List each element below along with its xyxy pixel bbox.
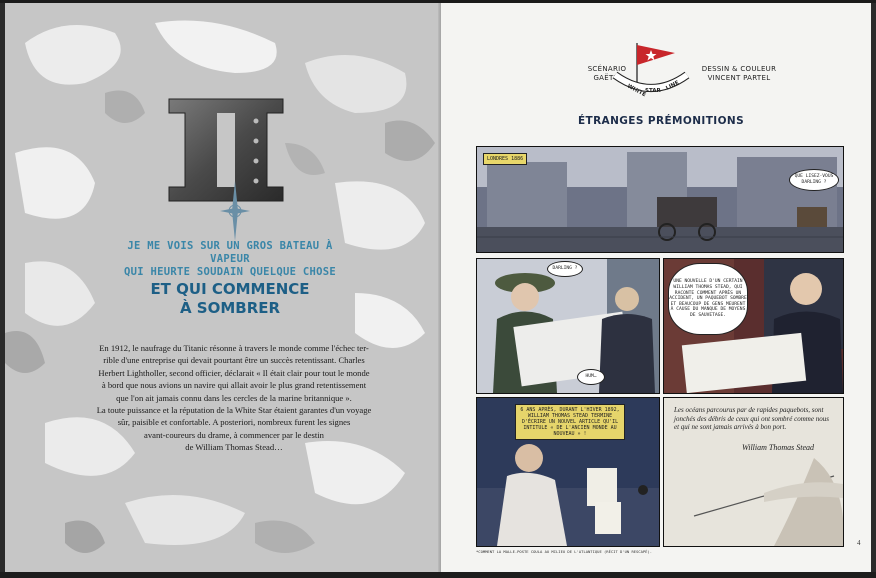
- right-page: [441, 3, 871, 572]
- speech-bubble: UNE NOUVELLE D'UN CERTAIN WILLIAM THOMAS STEAD, QUI RACONTE COMMENT APRÈS UN ACCIDENT, UN PAQUEBOT SOMBRE ET BEAUCOUP DE GENS MEURENT À CAUSE DU MANQUE DE MOYENS DE SAUVETAGE.: [668, 263, 748, 335]
- intro-line: En 1912, le naufrage du Titanic résonne à travers le monde comme l'échec ter-: [99, 343, 369, 353]
- intro-line: avant-coureurs du drame, à commencer par le destin: [144, 429, 324, 440]
- intro-line: que l'on ait jamais connu dans les cercles de la marine britannique ».: [116, 392, 352, 403]
- logo-word: STAR: [645, 88, 661, 94]
- white-star-line-logo: [609, 41, 693, 105]
- letter-signature: William Thomas Stead: [742, 443, 815, 452]
- bottom-edge: [0, 572, 876, 578]
- credit-role: DESSIN & COULEUR: [701, 65, 777, 73]
- comic-panel-london-street: [476, 146, 844, 253]
- footnote: *COMMENT LA MALLE-POSTE COULA AU MILIEU DE L'ATLANTIQUE (RÉCIT D'UN RESCAPÉ).: [476, 549, 653, 554]
- quote-line: QUI HEURTE SOUDAIN QUELQUE CHOSE: [124, 266, 336, 278]
- intro-line: Herbert Lightholler, second officier, déclarait « Il était clair pour tout le monde: [98, 367, 370, 378]
- letter-text: Les océans parcourus par de rapides paquebots, sont jonchés des débris de ceux qui ont sombré comme nous et qui ne sont jamais arrivés à bon port.: [674, 406, 829, 431]
- street-scene-art: [477, 147, 843, 252]
- reading-scene-art: [477, 259, 659, 393]
- credits-artist: [694, 65, 784, 83]
- quote-emphasis: À SOMBRER: [179, 299, 281, 317]
- chapter-quote: [115, 240, 345, 317]
- quote-line: JE ME VOIS SUR UN GROS BATEAU À VAPEUR: [127, 240, 333, 265]
- left-page: [5, 3, 441, 572]
- speech-bubble: HUM…: [577, 369, 605, 385]
- comic-panel-letter: [663, 397, 844, 547]
- speech-bubble: DARLING ?: [547, 261, 583, 277]
- panel-caption: LONDRES 1886: [483, 153, 527, 165]
- chapter-introduction: [89, 342, 379, 454]
- panel-caption: 6 ANS APRÈS, DURANT L'HIVER 1892, WILLIAM THOMAS STEAD TERMINE D'ÉCRIRE UN NOUVEL ARTICLE QU'IL INTITULE « DE L'ANCIEN MONDE AU NOUVEAU » !: [515, 404, 625, 440]
- comic-panel-stead-writing: [476, 397, 660, 547]
- intro-line: rible d'une entreprise qui devait pourtant être un succès retentissant. Charles: [103, 355, 365, 366]
- intro-line: sûr, paisible et confortable. A posteriori, nombreux furent les signes: [117, 417, 351, 428]
- story-title: ÉTRANGES PRÉMONITIONS: [577, 115, 745, 127]
- compass-rose-icon: [215, 181, 255, 241]
- intro-line: La toute puissance et la réputation de la White Star étaient garantes d'un voyage: [96, 405, 372, 416]
- logo-word: LINE: [665, 79, 681, 92]
- comic-panel-woman-reading: [476, 258, 660, 394]
- credit-name: GAËT'S: [593, 74, 621, 82]
- credit-role: SCÉNARIO: [587, 65, 627, 73]
- credit-name: VINCENT PARTEL: [707, 74, 771, 82]
- comic-panel-man-reading: [663, 258, 844, 394]
- quote-emphasis: ET QUI COMMENCE: [150, 280, 310, 298]
- speech-bubble: QUE LISEZ-VOUS DARLING ?: [789, 169, 839, 191]
- intro-line: à bord que nous avions un navire qui allait avoir le plus grand retentissement: [101, 380, 367, 391]
- page-number: 4: [857, 539, 861, 547]
- logo-word: WHITE: [626, 83, 647, 99]
- intro-line: de William Thomas Stead…: [185, 442, 283, 453]
